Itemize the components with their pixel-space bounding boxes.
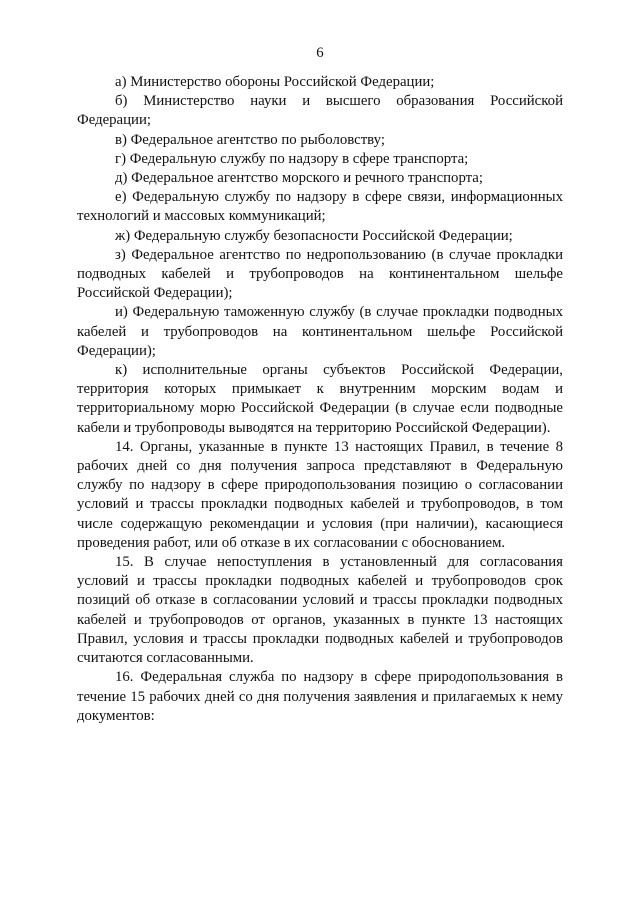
document-body: [77, 73, 563, 726]
clause-16: 16. Федеральная служба по надзору в сфере природопользования в течение 15 рабочих дней со дня получения заявления и прилагаемых к нему документов:: [77, 669, 563, 724]
list-item-e: е) Федеральную службу по надзору в сфере связи, информационных технологий и массовых коммуникаций;: [77, 189, 563, 225]
list-item-g: г) Федеральную службу по надзору в сфере транспорта;: [115, 150, 469, 167]
list-item-zh: ж) Федеральную службу безопасности Российской Федерации;: [115, 227, 513, 244]
list-item-z: з) Федеральное агентство по недропользованию (в случае прокладки подводных кабелей и трубопроводов на континентальном шельфе Российской Федерации);: [77, 246, 563, 302]
list-item-k: к) исполнительные органы субъектов Российской Федерации, территория которых примыкает к внутренним морским водам и территориальному морю Российской Федерации (в случае если подводные кабели и трубопроводы выводятся на территорию Российской Федерации).: [77, 362, 563, 436]
list-item-b: б) Министерство науки и высшего образования Российской Федерации;: [77, 93, 563, 129]
clause-14: 14. Органы, указанные в пункте 13 настоящих Правил, в течение 8 рабочих дней со дня получения запроса представляют в Федеральную службу по надзору в сфере природопользования позицию о согласовании условий и трассы прокладки подводных кабелей и трубопроводов, в том числе содержащую рекомендации и условия (при наличии), касающиеся проведения работ, или об отказе в их согласовании с обоснованием.: [77, 438, 563, 551]
clause-15: 15. В случае непоступления в установленный для согласования условий и трассы прокладки подводных кабелей и трубопроводов срок позиций об отказе в согласовании условий и трассы прокладки подводных кабелей и трубопроводов от органов, указанных в пункте 13 настоящих Правил, условия и трассы прокладки подводных кабелей и трубопроводов считаются согласованными.: [77, 554, 563, 667]
list-item-i: и) Федеральную таможенную службу (в случае прокладки подводных кабелей и трубопроводов на континентальном шельфе Российской Федерации);: [77, 304, 563, 359]
list-item-a: а) Министерство обороны Российской Федерации;: [115, 74, 435, 90]
list-item-d: д) Федеральное агентство морского и речного транспорта;: [115, 170, 483, 187]
page-number: 6: [316, 45, 324, 61]
list-item-v: в) Федеральное агентство по рыболовству;: [115, 131, 385, 148]
